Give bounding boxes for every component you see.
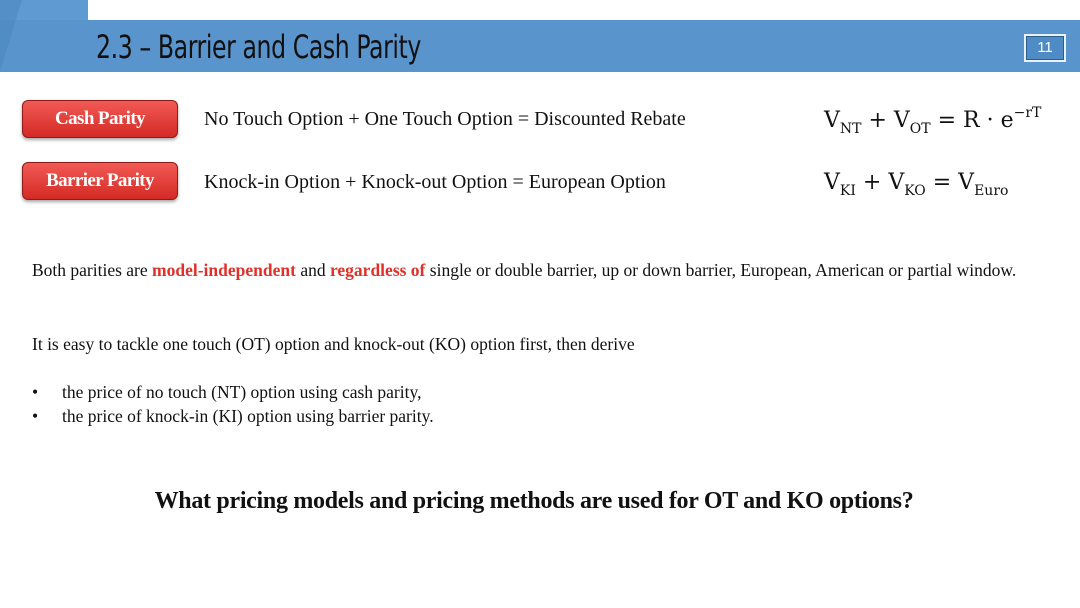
formula-var: V (888, 170, 905, 195)
formula-var: V (893, 108, 910, 133)
formula-rhs: = V (925, 170, 975, 195)
bullet-icon: • (32, 406, 39, 426)
formula-var: V (824, 170, 840, 195)
formula-subscript: Euro (974, 183, 1009, 199)
approach-description: It is easy to tackle one touch (OT) option and knock-out (KO) option first, then derive (32, 334, 635, 354)
body-text-run: single or double barrier, up or down barrier, European, American or partial window. (425, 260, 1017, 280)
formula-operator: + (861, 108, 894, 133)
barrier-parity-equation: Knock-in Option + Knock-out Option = European Option (204, 171, 666, 193)
formula-operator: + (855, 170, 889, 195)
formula-subscript: OT (909, 121, 931, 137)
cash-parity-formula (824, 105, 1042, 137)
formula-rhs: = R · e (930, 108, 1014, 133)
highlight-model-independent: model-independent (152, 260, 296, 280)
formula-superscript: −rT (1013, 105, 1042, 121)
list-item (32, 404, 434, 428)
formula-subscript: KO (904, 183, 926, 199)
derivation-list (32, 380, 434, 428)
list-item-text: the price of no touch (NT) option using cash parity, (62, 382, 422, 402)
bullet-icon: • (32, 382, 39, 402)
barrier-parity-label: Barrier Parity (22, 162, 178, 200)
closing-question: What pricing models and pricing methods are used for OT and KO options? (154, 488, 914, 514)
list-item-text: the price of knock-in (KI) option using barrier parity. (62, 406, 434, 426)
formula-subscript: KI (839, 183, 856, 199)
body-text-run: Both parities are (32, 260, 153, 280)
header-corner-accent (0, 0, 22, 72)
cash-parity-equation: No Touch Option + One Touch Option = Discounted Rebate (204, 108, 686, 130)
barrier-parity-formula (824, 170, 1009, 199)
cash-parity-label: Cash Parity (22, 100, 178, 138)
highlight-regardless-of: regardless of (329, 260, 426, 280)
slide-title: 2.3 – Barrier and Cash Parity (96, 28, 421, 66)
body-text-run: and (295, 260, 330, 280)
parity-description (32, 258, 1042, 282)
list-item (32, 380, 434, 404)
formula-subscript: NT (839, 121, 862, 137)
page-number-badge: 11 (1024, 34, 1066, 62)
formula-var: V (824, 108, 840, 133)
